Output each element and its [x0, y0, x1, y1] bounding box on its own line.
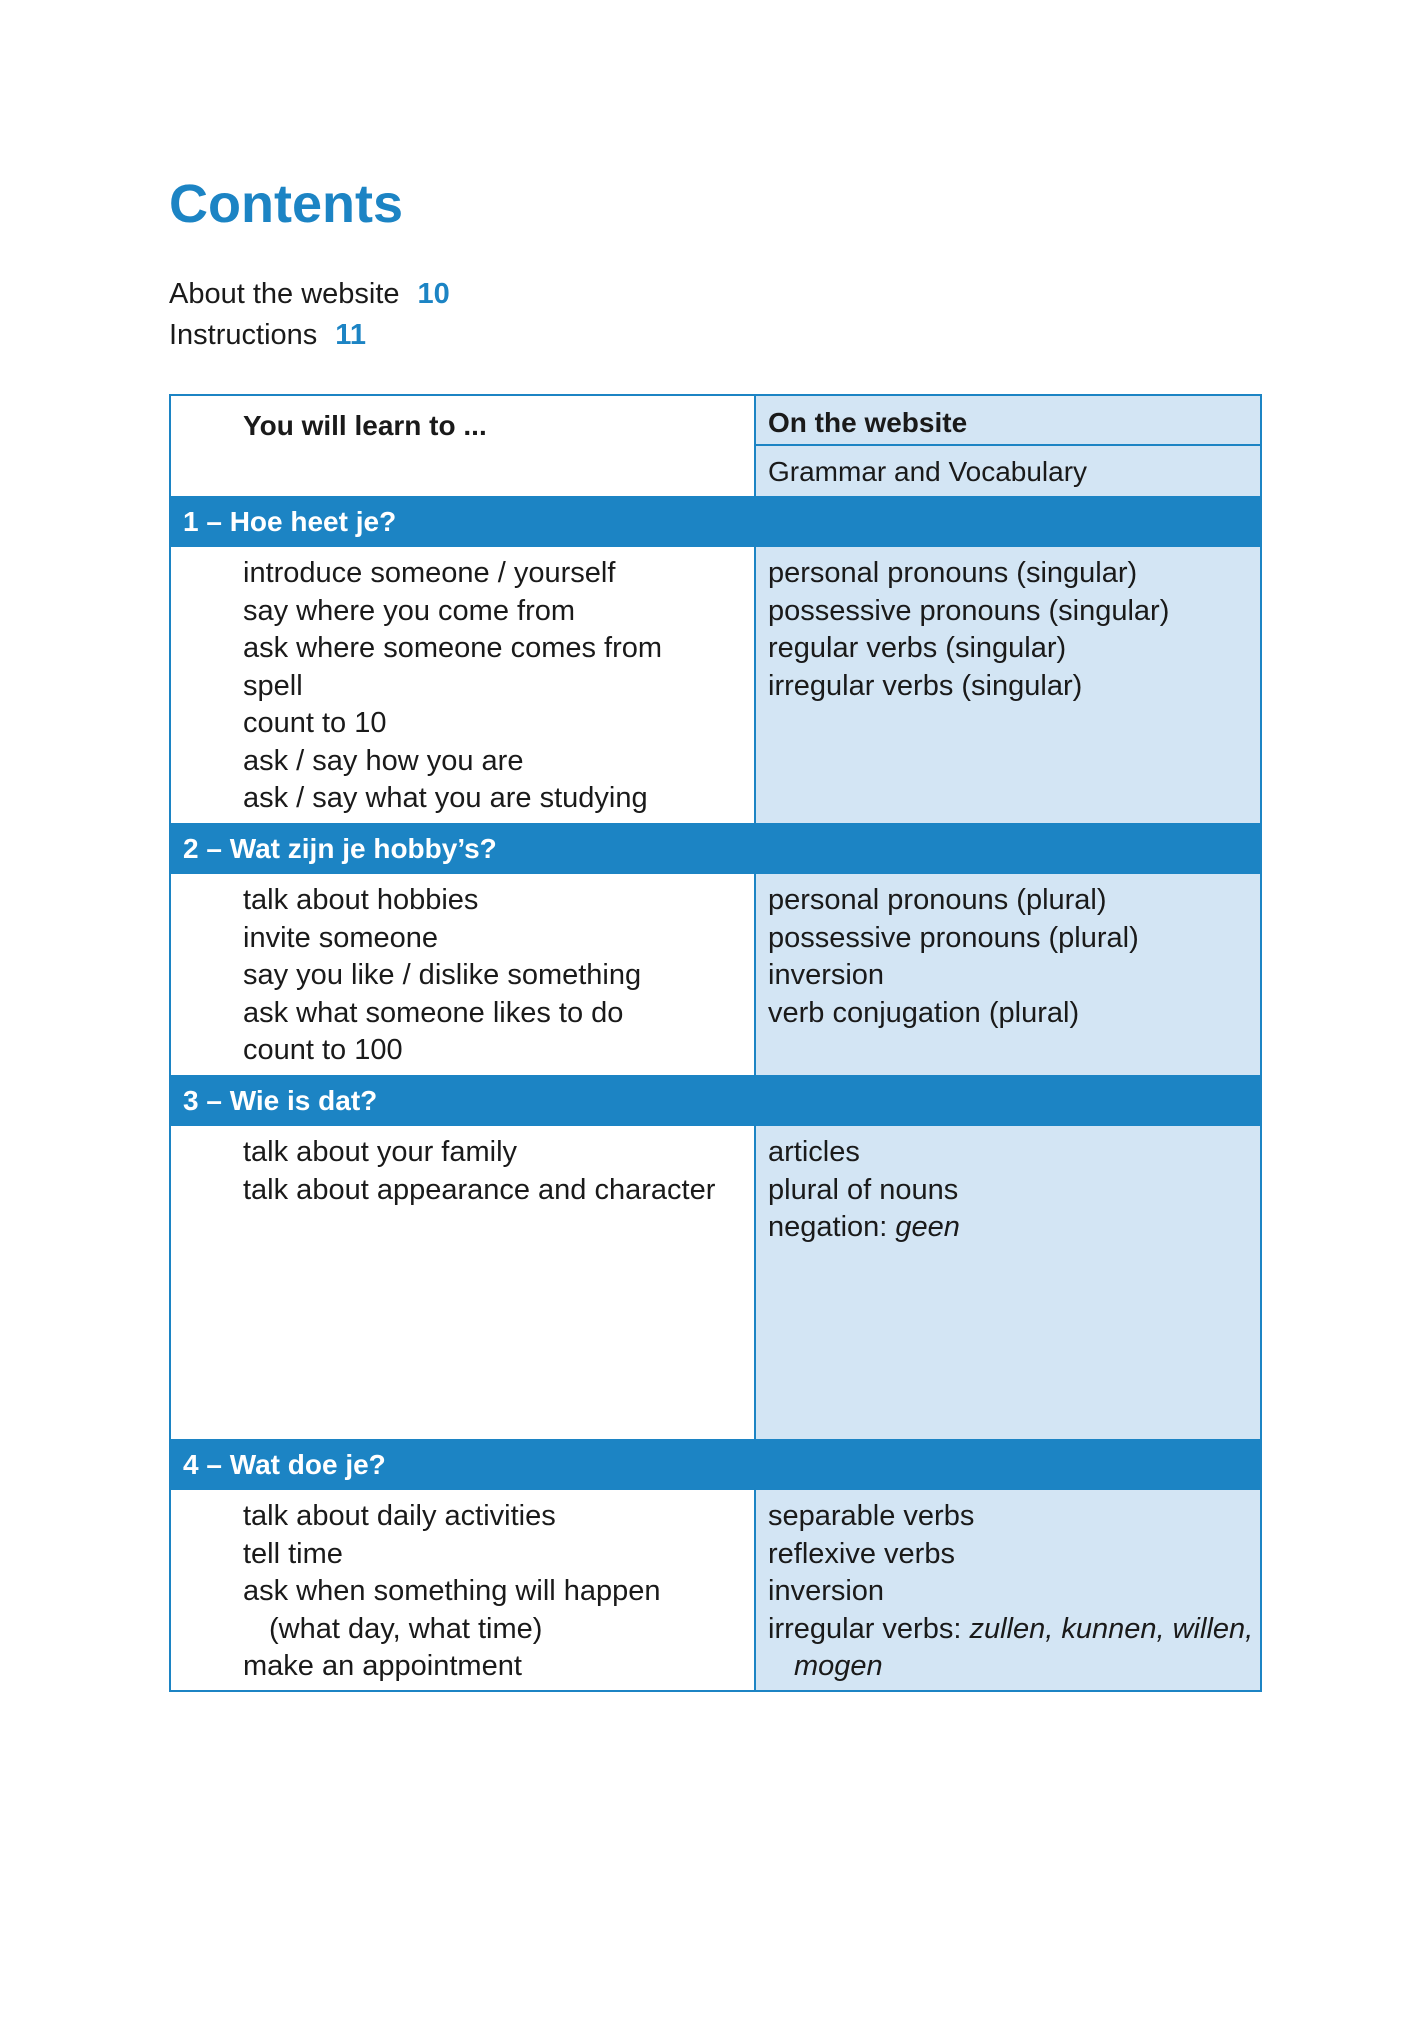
learn-list — [171, 874, 756, 1075]
learn-item: (what day, what time) — [269, 1612, 543, 1645]
learn-item: spell — [243, 669, 303, 702]
learn-item: ask / say what you are studying — [243, 782, 648, 814]
unit-title-bar[interactable]: 4 – Wat doe je? — [171, 1439, 1260, 1490]
learn-item: say where you come from — [243, 594, 576, 627]
website-item: articles — [768, 1136, 860, 1168]
column-header-website-cell — [756, 396, 1260, 496]
learn-item: invite someone — [243, 921, 439, 954]
learn-item: talk about your family — [243, 1136, 518, 1168]
learn-item: say you like / dislike something — [243, 959, 642, 991]
unit-title-bar[interactable]: 2 – Wat zijn je hobby’s? — [171, 823, 1260, 874]
contents-table — [169, 394, 1262, 1692]
website-item: separable verbs — [768, 1500, 975, 1532]
website-item: possessive pronouns (singular) — [768, 594, 1170, 627]
column-subheader-grammar: Grammar and Vocabulary — [768, 456, 1088, 487]
website-list — [756, 1490, 1260, 1690]
page-number: 10 — [417, 278, 450, 310]
website-item-italic: geen — [895, 1211, 960, 1243]
website-item-italic: zullen, kunnen, willen, — [969, 1612, 1254, 1645]
website-item: reflexive verbs — [768, 1537, 955, 1570]
website-item — [768, 1611, 1260, 1649]
learn-item: ask when something will happen — [243, 1575, 661, 1607]
learn-item: ask / say how you are — [243, 744, 524, 777]
website-item: verb conjugation (plural) — [768, 996, 1080, 1029]
learn-item: ask where someone comes from — [243, 632, 663, 664]
column-header-learn: You will learn to ... — [171, 396, 756, 496]
website-item: regular verbs (singular) — [768, 632, 1067, 664]
learn-item: talk about hobbies — [243, 884, 479, 916]
table-header-row — [171, 396, 1260, 496]
unit-title-bar[interactable]: 3 – Wie is dat? — [171, 1075, 1260, 1126]
learn-list — [171, 1490, 756, 1690]
front-matter-item[interactable] — [169, 315, 450, 356]
website-list — [756, 874, 1260, 1075]
learn-item: tell time — [243, 1537, 343, 1570]
learn-list — [171, 547, 756, 823]
front-matter-item[interactable] — [169, 274, 450, 315]
website-list — [756, 547, 1260, 823]
learn-item: make an appointment — [243, 1650, 522, 1682]
website-item-italic: mogen — [794, 1650, 883, 1682]
column-header-website: On the website — [756, 396, 1260, 446]
page-title: Contents — [169, 174, 403, 234]
unit-body-row — [171, 874, 1260, 1075]
learn-item: count to 10 — [243, 707, 387, 739]
website-item-text: negation: — [768, 1211, 888, 1243]
front-matter-list — [169, 274, 450, 356]
learn-item: talk about appearance and character — [243, 1173, 716, 1206]
unit-body-row — [171, 547, 1260, 823]
website-item: inversion — [768, 959, 885, 991]
unit-body-row — [171, 1490, 1260, 1690]
website-item: inversion — [768, 1575, 885, 1607]
learn-item: ask what someone likes to do — [243, 996, 624, 1029]
website-item-text: irregular verbs: — [768, 1612, 962, 1645]
learn-item: introduce someone / yourself — [243, 557, 616, 589]
website-list — [756, 1126, 1260, 1439]
unit-title-bar[interactable]: 1 – Hoe heet je? — [171, 496, 1260, 547]
website-item: plural of nouns — [768, 1173, 959, 1206]
front-matter-label: About the website — [169, 278, 400, 310]
front-matter-label: Instructions — [169, 319, 318, 351]
website-item: possessive pronouns (plural) — [768, 921, 1139, 954]
website-item — [768, 1209, 1260, 1247]
website-item: irregular verbs (singular) — [768, 669, 1083, 702]
page-number: 11 — [335, 319, 366, 351]
unit-body-row — [171, 1126, 1260, 1439]
website-item: personal pronouns (plural) — [768, 884, 1107, 916]
learn-item: count to 100 — [243, 1034, 403, 1066]
learn-list — [171, 1126, 756, 1439]
website-item: personal pronouns (singular) — [768, 557, 1138, 589]
learn-item: talk about daily activities — [243, 1500, 556, 1532]
